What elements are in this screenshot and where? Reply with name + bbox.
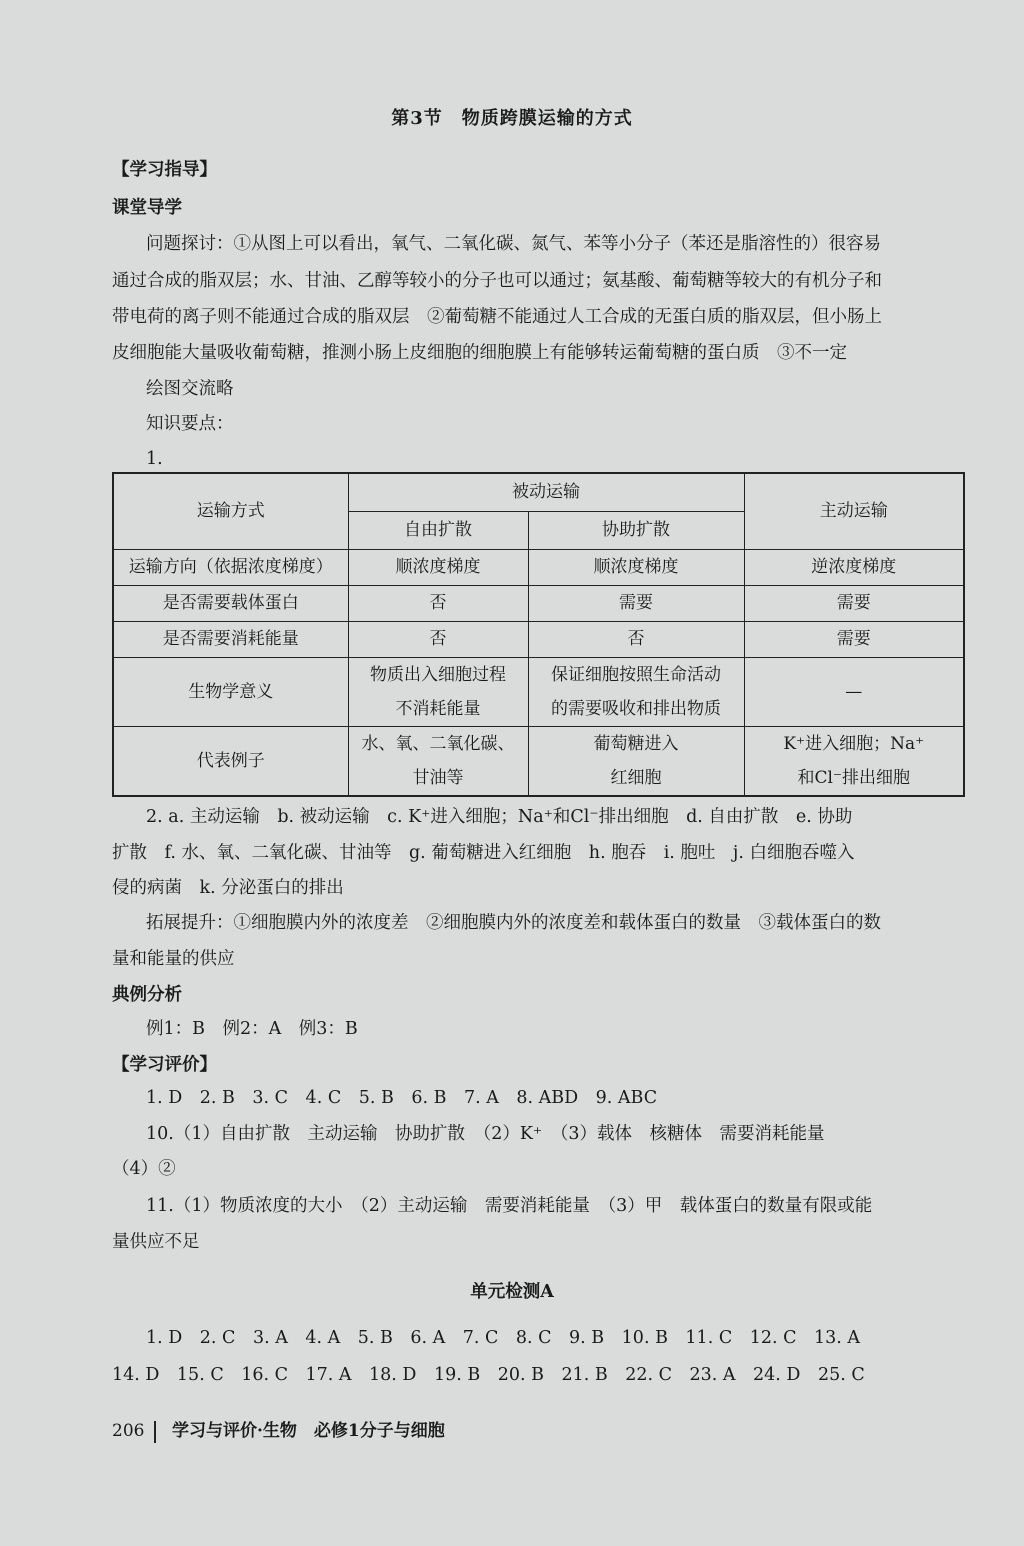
table-cell: 生物学意义 xyxy=(113,657,348,726)
header-passive: 被动运输 xyxy=(348,473,744,511)
evaluation-line-10b: （4）② xyxy=(112,1159,176,1179)
table-cell: 否 xyxy=(348,585,528,621)
problem-explore-line-3: 带电荷的离子则不能通过合成的脂双层 ②葡萄糖不能通过人工合成的无蛋白质的脂双层，但小肠上 xyxy=(112,307,882,327)
study-guide-heading: 【学习指导】 xyxy=(112,160,217,180)
cell-line: 的需要吸收和排出物质 xyxy=(551,698,721,719)
section-title: 第3节 物质跨膜运输的方式 xyxy=(391,108,633,129)
table-cell: 是否需要消耗能量 xyxy=(113,621,348,657)
table-cell xyxy=(528,657,744,726)
table-cell: 否 xyxy=(348,621,528,657)
evaluation-line-10a: 10.（1）自由扩散 主动运输 协助扩散 （2）K⁺ （3）载体 核糖体 需要消耗能量 xyxy=(146,1124,825,1144)
table-row xyxy=(113,585,964,621)
table-cell: 否 xyxy=(528,621,744,657)
cell-line: 红细胞 xyxy=(610,767,662,788)
table-cell: 运输方向（依据浓度梯度） xyxy=(113,549,348,585)
item-2-line-1: 2. a. 主动运输 b. 被动运输 c. K⁺进入细胞；Na⁺和Cl⁻排出细胞 d. 自由扩散 e. 协助 xyxy=(146,807,853,827)
table-cell xyxy=(528,726,744,796)
extend-line-2: 量和能量的供应 xyxy=(112,949,235,969)
unit-test-heading: 单元检测A xyxy=(470,1282,554,1302)
class-guide-heading: 课堂导学 xyxy=(112,198,182,218)
problem-explore-line-1: 问题探讨：①从图上可以看出，氧气、二氧化碳、氮气、苯等小分子（苯还是脂溶性的）很容易 xyxy=(146,234,881,254)
cell-line: 物质出入细胞过程 xyxy=(370,664,506,685)
table-cell xyxy=(744,726,964,796)
drawing-note: 绘图交流略 xyxy=(146,379,234,399)
problem-explore-line-2: 通过合成的脂双层；水、甘油、乙醇等较小的分子也可以通过；氨基酸、葡萄糖等较大的有机分子和 xyxy=(112,271,882,291)
unit-test-line-2: 14. D 15. C 16. C 17. A 18. D 19. B 20. B 21. B 22. C 23. A 24. D 25. C xyxy=(112,1365,865,1385)
table-cell: 代表例子 xyxy=(113,726,348,796)
item-2-line-2: 扩散 f. 水、氧、二氧化碳、甘油等 g. 葡萄糖进入红细胞 h. 胞吞 i. 胞吐 j. 白细胞吞噬入 xyxy=(112,843,855,863)
item-2-line-3: 侵的病菌 k. 分泌蛋白的排出 xyxy=(112,878,344,898)
table-cell: 需要 xyxy=(744,585,964,621)
key-points-label: 知识要点： xyxy=(146,414,234,434)
book-title: 学习与评价·生物 必修1分子与细胞 xyxy=(171,1421,445,1441)
cell-line: 和Cl⁻排出细胞 xyxy=(797,767,910,788)
problem-explore-line-4: 皮细胞能大量吸收葡萄糖，推测小肠上皮细胞的细胞膜上有能够转运葡萄糖的蛋白质 ③不一定 xyxy=(112,343,847,363)
evaluation-line-11b: 量供应不足 xyxy=(112,1232,200,1252)
table-row xyxy=(113,549,964,585)
transport-table xyxy=(112,472,965,797)
extend-line-1: 拓展提升：①细胞膜内外的浓度差 ②细胞膜内外的浓度差和载体蛋白的数量 ③载体蛋白的数 xyxy=(146,913,881,933)
table-cell: 逆浓度梯度 xyxy=(744,549,964,585)
evaluation-line-1: 1. D 2. B 3. C 4. C 5. B 6. B 7. A 8. ABD 9. ABC xyxy=(146,1088,658,1108)
table-row xyxy=(113,621,964,657)
examples-answers: 例1：B 例2：A 例3：B xyxy=(146,1019,358,1039)
table-cell: 顺浓度梯度 xyxy=(528,549,744,585)
table-cell: 需要 xyxy=(528,585,744,621)
table-row xyxy=(113,657,964,726)
cell-line: 水、氧、二氧化碳、 xyxy=(361,733,515,754)
table-row xyxy=(113,726,964,796)
table-cell xyxy=(348,657,528,726)
header-active: 主动运输 xyxy=(744,473,964,549)
cell-line: 保证细胞按照生命活动 xyxy=(551,664,721,685)
header-mode: 运输方式 xyxy=(113,473,348,549)
evaluation-heading: 【学习评价】 xyxy=(112,1055,217,1075)
evaluation-line-11a: 11.（1）物质浓度的大小 （2）主动运输 需要消耗能量 （3）甲 载体蛋白的数量有限或能 xyxy=(146,1196,873,1216)
cell-line: 甘油等 xyxy=(412,767,464,788)
table-cell xyxy=(348,726,528,796)
header-free-diffusion: 自由扩散 xyxy=(348,511,528,549)
table-cell: 是否需要载体蛋白 xyxy=(113,585,348,621)
table-cell: 顺浓度梯度 xyxy=(348,549,528,585)
example-analysis-heading: 典例分析 xyxy=(112,985,182,1005)
page-footer xyxy=(112,1416,445,1443)
unit-test-line-1: 1. D 2. C 3. A 4. A 5. B 6. A 7. C 8. C 9. B 10. B 11. C 12. C 13. A xyxy=(146,1328,861,1348)
table-cell: — xyxy=(744,657,964,726)
cell-line: 不消耗能量 xyxy=(395,698,481,719)
footer-divider xyxy=(154,1421,156,1443)
cell-line: K⁺进入细胞；Na⁺ xyxy=(783,733,925,754)
item-1-label: 1. xyxy=(146,449,163,469)
page-number: 206 xyxy=(112,1421,145,1441)
table-cell: 需要 xyxy=(744,621,964,657)
header-assisted-diffusion: 协助扩散 xyxy=(528,511,744,549)
cell-line: 葡萄糖进入 xyxy=(593,733,679,754)
